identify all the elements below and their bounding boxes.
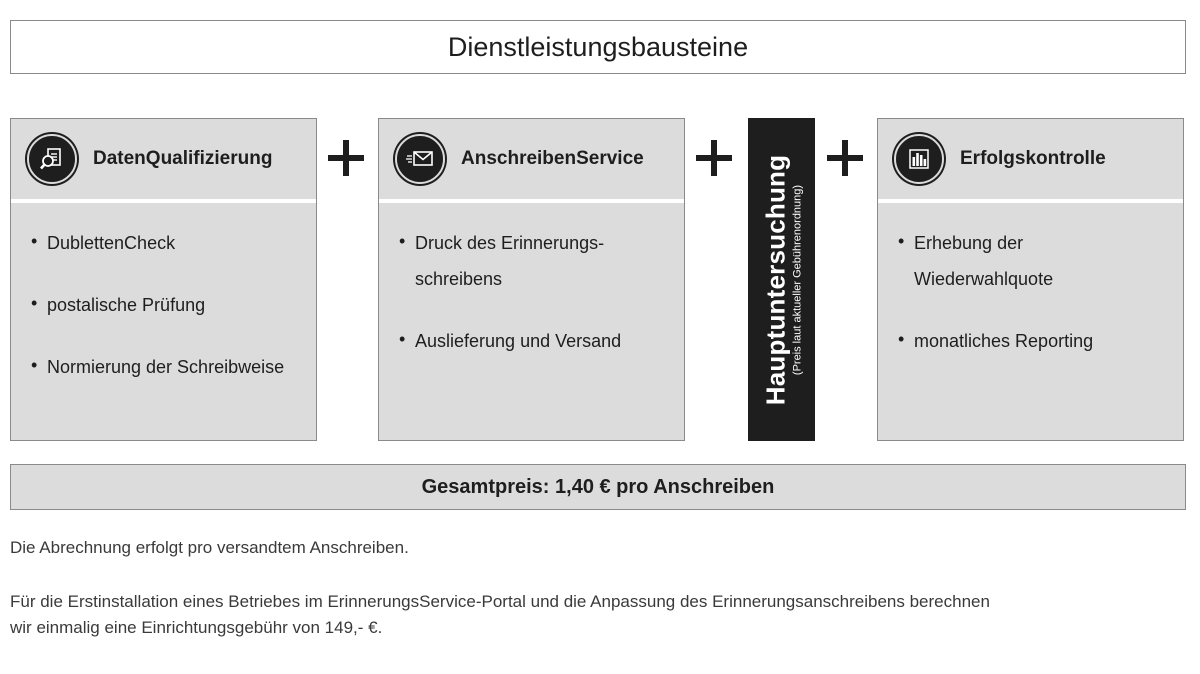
card-title: Erfolgskontrolle xyxy=(960,148,1106,169)
card-header xyxy=(379,119,684,203)
title-box xyxy=(10,20,1186,74)
card-anschreiben-service xyxy=(378,118,685,441)
list-item: • DublettenCheck xyxy=(31,225,316,261)
page-title: Dienstleistungsbausteine xyxy=(447,31,749,62)
list-item: • postalische Prüfung xyxy=(31,287,316,323)
card-header xyxy=(11,119,316,203)
hauptuntersuchung-label: Hauptuntersuchung xyxy=(759,154,790,405)
hauptuntersuchung-bar xyxy=(748,118,815,441)
setup-fee-note-line1: Für die Erstinstallation eines Betriebes im ErinnerungsService-Portal und die Anpassung des Erinnerungsanschreibens berechnen xyxy=(10,592,990,611)
list-item: • Auslieferung und Versand xyxy=(399,323,684,359)
list-item: • monatliches Reporting xyxy=(898,323,1183,359)
hauptuntersuchung-sublabel: (Preis laut aktueller Gebührenordnung) xyxy=(790,184,803,375)
list-item-continuation: schreibens xyxy=(415,269,503,289)
card-title: AnschreibenService xyxy=(461,148,644,169)
plus-icon xyxy=(326,135,366,181)
envelope-icon xyxy=(395,134,445,184)
list-item: • Erhebung der xyxy=(898,225,1183,261)
total-price: Gesamtpreis: 1,40 € pro Anschreiben xyxy=(421,475,775,498)
plus-icon xyxy=(825,135,865,181)
plus-icon xyxy=(694,135,734,181)
card-daten-qualifizierung xyxy=(10,118,317,441)
card-header xyxy=(878,119,1183,203)
setup-fee-note-line2: wir einmalig eine Einrichtungsgebühr von 149,- €. xyxy=(10,618,383,637)
billing-note: Die Abrechnung erfolgt pro versandtem Anschreiben. xyxy=(10,538,409,557)
list-item: • Normierung der Schreibweise xyxy=(31,349,316,385)
magnifier-document-icon xyxy=(27,134,77,184)
bar-chart-icon xyxy=(894,134,944,184)
card-title: DatenQualifizierung xyxy=(93,148,273,169)
total-price-box xyxy=(10,464,1186,510)
card-erfolgskontrolle xyxy=(877,118,1184,441)
list-item-continuation: Wiederwahlquote xyxy=(914,269,1054,289)
list-item: • Druck des Erinnerungs- xyxy=(399,225,684,261)
